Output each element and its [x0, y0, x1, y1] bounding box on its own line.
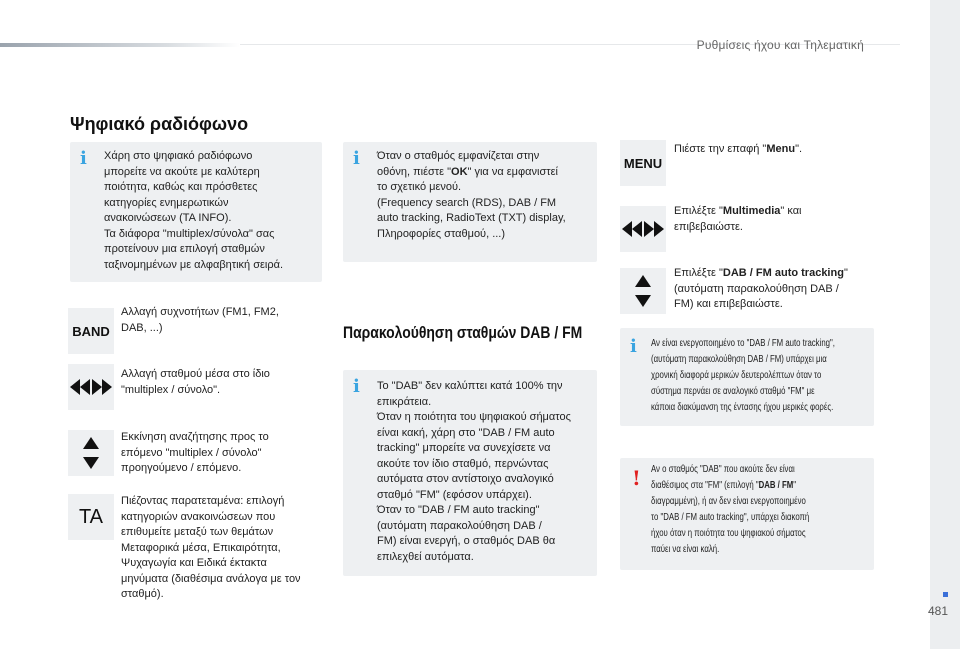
menu-button-icon: MENU [620, 140, 666, 186]
info-text: Αν είναι ενεργοποιημένο το "DAB / FM auto tracking", (αυτόματη παρακολούθηση DAB / FM) υπάρχει μια χρονική διαφορά μερικών δευτερολέπτων όταν το σύστημα περνάει σε αναλογικό σταθμό "FM" με κάποια διακύμανση της έντασης ήχου μερικές φορές. [651, 338, 835, 413]
section-title-tracking: Παρακολούθηση σταθμών DAB / FM [343, 323, 583, 342]
step-auto-tracking-text: Επιλέξτε "DAB / FM auto tracking" (αυτόματη παρακολούθηση DAB / FM) και επιβεβαιώστε. [674, 267, 848, 310]
page-marker [943, 592, 948, 597]
band-button-icon: BAND [68, 308, 114, 354]
row-ta-text: Πιέζοντας παρατεταμένα: επιλογή κατηγοριών ανακοινώσεων που επιθυμείτε μεταξύ των θεμάτων Μεταφορικά μέσα, Επικαιρότητα, Ψυχαγωγία και Ειδικά έκτακτα μηνύματα (διαθέσιμα ανάλογα με τον σταθμό). [121, 495, 301, 600]
step-multimedia-text: Επιλέξτε "Multimedia" και επιβεβαιώστε. [674, 205, 802, 233]
step-menu-text: Πιέστε την επαφή "Menu". [674, 143, 803, 155]
row-seek-text: Αλλαγή σταθμού μέσα στο ίδιο "multiplex / σύνολο". [121, 368, 270, 396]
up-down-arrows-icon [68, 430, 114, 476]
seek-arrows-icon [68, 364, 114, 410]
page-number: 481 [927, 604, 948, 618]
header-gradient-bar [0, 43, 240, 47]
info-box-ok-menu [343, 142, 597, 262]
warning-icon: ! [632, 466, 641, 490]
info-text: Χάρη στο ψηφιακό ραδιόφωνο μπορείτε να ακούτε με καλύτερη ποιότητα, καθώς και πρόσθετες κατηγορίες ενημερωτικών ανακοινώσεων (TA INFO). Τα διάφορα "multiplex/σύνολα" σας προτείνουν μια επιλογή σταθμών ταξινομημένων με αλφαβητική σειρά. [104, 150, 284, 271]
warning-text: Αν ο σταθμός "DAB" που ακούτε δεν είναι διαθέσιμος στα "FM" (επιλογή "DAB / FM" διαγραμμένη), ή αν δεν είναι ενεργοποιημένο το "DAB / FM auto tracking", υπάρχει διακοπή ήχου όταν η ποιότητα του ψηφιακού σήματος παύει να είναι καλή. [651, 464, 810, 555]
info-icon: i [353, 148, 360, 169]
side-strip [927, 0, 960, 649]
info-box-digital-radio [70, 142, 322, 282]
info-icon: i [80, 148, 87, 169]
info-box-time-delay [620, 328, 874, 426]
info-box-dab-coverage [343, 370, 597, 576]
row-search-text: Εκκίνηση αναζήτησης προς το επόμενο "multiplex / σύνολο" προηγούμενο / επόμενο. [121, 431, 269, 474]
ta-button-icon: TA [68, 494, 114, 540]
info-text: Το "DAB" δεν καλύπτει κατά 100% την επικράτεια. Όταν η ποιότητα του ψηφιακού σήματος είναι κακή, χάρη στο "DAB / FM auto tracking" μπορείτε να συνεχίσετε να ακούτε τον ίδιο σταθμό, περνώντας αυτόματα στον αντίστοιχο αναλογικό σταθμό "FM" (εφόσον υπάρχει). Όταν το "DAB / FM auto tracking" (αυτόματη παρακολούθηση DAB / FM) είναι ενεργή, ο σταθμός DAB θα επιλεχθεί αυτόματα. [377, 380, 571, 563]
seek-arrows-icon [620, 206, 666, 252]
info-icon: i [630, 336, 637, 357]
info-icon: i [353, 376, 360, 397]
row-band-text: Αλλαγή συχνοτήτων (FM1, FM2, DAB, ...) [121, 306, 279, 334]
up-down-arrows-icon [620, 268, 666, 314]
section-header: Ρυθμίσεις ήχου και Τηλεματική [696, 38, 864, 52]
info-text: Όταν ο σταθμός εμφανίζεται στην οθόνη, πιέστε "OK" για να εμφανιστεί το σχετικό μενού. (Frequency search (RDS), DAB / FM auto tracking, RadioText (TXT) display, Πληροφορίες σταθμού, ...) [377, 150, 566, 240]
page-title: Ψηφιακό ραδιόφωνο [70, 114, 249, 134]
warning-box-dab-unavailable [620, 458, 874, 570]
